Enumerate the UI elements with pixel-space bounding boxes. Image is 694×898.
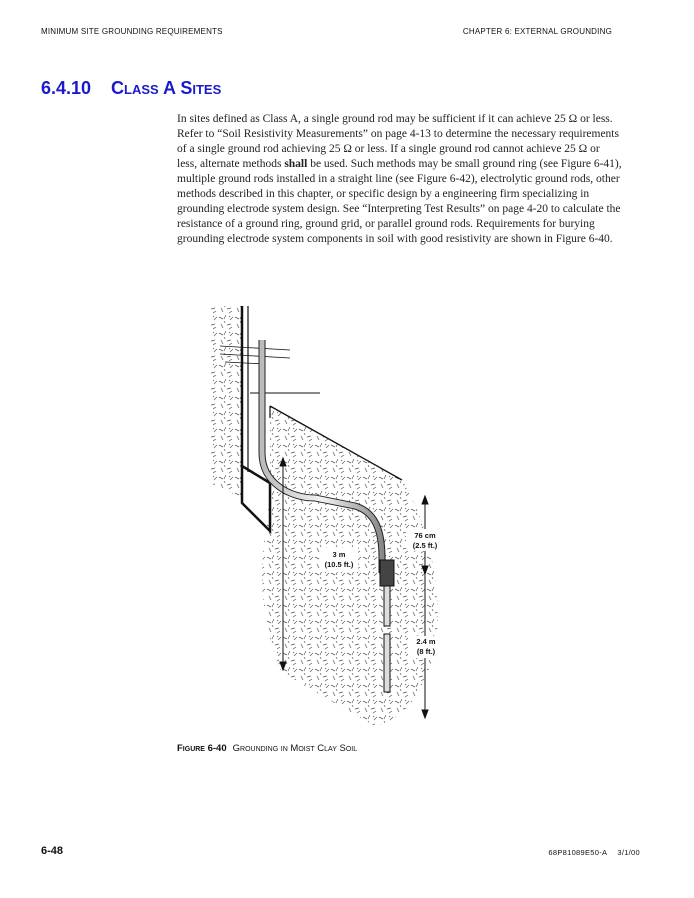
building-wall (242, 306, 270, 531)
label-total-depth-imperial: (10.5 ft.) (324, 560, 354, 569)
figure-caption (177, 743, 357, 754)
footer-date: 3/1/00 (617, 848, 640, 857)
ground-rod-upper (384, 586, 390, 626)
running-header-left: MINIMUM SITE GROUNDING REQUIREMENTS (41, 27, 223, 36)
figure-grounding-diagram (170, 298, 460, 733)
section-number: 6.4.10 (41, 78, 92, 98)
label-conductor-depth-value: 76 cm (414, 531, 436, 540)
body-text-part-2: be used. Such methods may be small ground ring (see Figure 6-41), multiple ground rods installed in a straight line (see Figure 6-42), electrolytic ground rods, other methods described in this chapter, or specific design by a engineering firm specializing in grounding electrode system design. See “Interpreting Test Results” on page 4-20 to calculate the resistance of a ground ring, ground grid, or parallel ground rods. Requirements for burying grounding electrode system components in soil with good resistivity are shown in Figure 6-40. (177, 158, 622, 245)
label-rod-length-imperial: (8 ft.) (416, 647, 436, 656)
figure-caption-number: Figure 6-40 (177, 743, 227, 754)
footer-page-number: 6-48 (41, 845, 64, 857)
label-rod-length-value: 2.4 m (416, 637, 436, 646)
grounding-diagram-illustration (170, 298, 460, 733)
figure-caption-title: Grounding in Moist Clay Soil (232, 743, 358, 754)
section-title: Class A Sites (111, 78, 222, 98)
body-text-part-1: In sites defined as Class A, a single ground rod may be sufficient if it can achieve 25 Ω or less. Refer to “Soil Resistivity Measurements” on page 4-13 to determine the necessary requirements of a single ground rod achieving 25 Ω or less. If a single ground rod cannot achieve 25 Ω or less, alternate methods (177, 113, 619, 170)
label-conductor-depth-imperial: (2.5 ft.) (412, 541, 438, 550)
body-paragraph (177, 112, 622, 247)
soil-background-left (210, 306, 242, 498)
running-header-right: CHAPTER 6: EXTERNAL GROUNDING (462, 27, 612, 36)
footer-document-info (548, 848, 640, 857)
ground-rod-clamp (380, 560, 394, 586)
section-heading (41, 78, 221, 99)
body-text-emphasis: shall (284, 158, 308, 170)
ground-rod-lower (384, 634, 390, 692)
footer-doc-id: 68P81089E50-A (548, 848, 608, 857)
label-total-depth-value: 3 m (332, 550, 346, 559)
